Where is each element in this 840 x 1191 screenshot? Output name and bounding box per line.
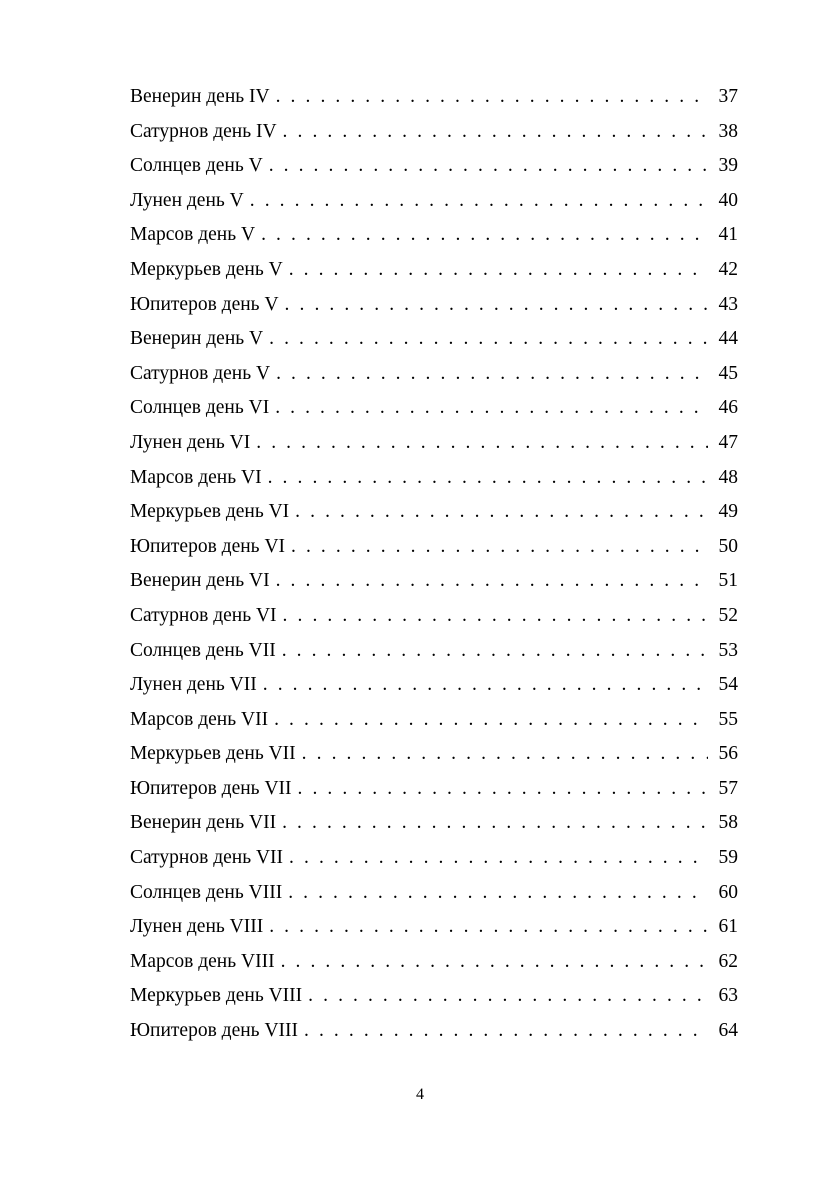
dot-leader [269, 149, 708, 184]
toc-entry[interactable] [130, 461, 738, 496]
toc-entry-page-number: 43 [718, 293, 738, 315]
toc-entry[interactable] [130, 668, 738, 703]
toc-entry-page-number: 57 [718, 777, 738, 799]
toc-entry-title: Сатурнов день VI [130, 604, 277, 626]
dot-leader [295, 495, 708, 530]
dot-leader [308, 979, 708, 1014]
toc-entry[interactable] [130, 357, 738, 392]
toc-entry-page-number: 38 [718, 120, 738, 142]
toc-entry-page-number: 63 [718, 985, 738, 1007]
toc-entry-title: Венерин день VI [130, 570, 270, 592]
toc-entry[interactable] [130, 253, 738, 288]
toc-entry-page-number: 37 [718, 86, 738, 107]
toc-entry-title: Солнцев день VII [130, 639, 276, 661]
toc-entry-page-number: 42 [718, 258, 738, 280]
toc-entry-page-number: 40 [718, 189, 738, 211]
toc-entry-page-number: 45 [718, 362, 738, 384]
toc-entry-title: Марсов день V [130, 224, 256, 246]
toc-entry[interactable] [130, 530, 738, 565]
toc-entry-title: Марсов день VIII [130, 950, 275, 972]
dot-leader [276, 80, 708, 115]
dot-leader [281, 945, 708, 980]
toc-entry-page-number: 53 [718, 639, 738, 661]
dot-leader [302, 737, 708, 772]
toc-entry-page-number: 59 [718, 847, 738, 869]
toc-entry-page-number: 58 [718, 812, 738, 834]
toc-entry-title: Юпитеров день VII [130, 777, 292, 799]
toc-entry-title: Юпитеров день VIII [130, 1020, 299, 1042]
toc-entry-title: Лунен день V [130, 189, 244, 211]
toc-entry[interactable] [130, 876, 738, 911]
toc-entry-title: Лунен день VIII [130, 916, 264, 938]
toc-entry[interactable] [130, 1014, 738, 1049]
toc-entry-title: Сатурнов день IV [130, 120, 277, 142]
dot-leader [274, 703, 708, 738]
toc-entry[interactable] [130, 115, 738, 150]
dot-leader [269, 910, 708, 945]
toc-entry[interactable] [130, 322, 738, 357]
toc-entry-title: Сатурнов день V [130, 362, 271, 384]
toc-entry[interactable] [130, 184, 738, 219]
toc-entry-page-number: 64 [718, 1020, 738, 1042]
toc-entry[interactable] [130, 945, 738, 980]
dot-leader [282, 634, 708, 669]
toc-entry-title: Лунен день VI [130, 431, 251, 453]
dot-leader [283, 115, 708, 150]
toc-entry-page-number: 55 [718, 708, 738, 730]
toc-entry[interactable] [130, 634, 738, 669]
toc-entry-title: Юпитеров день V [130, 293, 279, 315]
page-number: 4 [416, 1086, 424, 1103]
dot-leader [276, 564, 708, 599]
toc-entry[interactable] [130, 772, 738, 807]
dot-leader [283, 599, 708, 634]
toc-entry-title: Венерин день V [130, 328, 264, 350]
dot-leader [269, 322, 708, 357]
dot-leader [250, 184, 708, 219]
toc-entry-page-number: 48 [718, 466, 738, 488]
toc-entry-page-number: 54 [718, 674, 738, 696]
dot-leader [288, 876, 708, 911]
dot-leader [289, 253, 708, 288]
toc-entry-page-number: 60 [718, 881, 738, 903]
toc-entry[interactable] [130, 599, 738, 634]
toc-entry-page-number: 44 [718, 328, 738, 350]
dot-leader [256, 426, 708, 461]
toc-entry-title: Солнцев день VI [130, 397, 270, 419]
dot-leader [261, 218, 708, 253]
dot-leader [282, 806, 708, 841]
dot-leader [291, 530, 708, 565]
toc-entry-title: Меркурьев день VIII [130, 985, 303, 1007]
toc-entry-page-number: 61 [718, 916, 738, 938]
toc-entry-title: Меркурьев день VI [130, 501, 290, 523]
toc-entry[interactable] [130, 910, 738, 945]
toc-entry[interactable] [130, 564, 738, 599]
toc-entry[interactable] [130, 426, 738, 461]
toc-entry-title: Марсов день VI [130, 466, 262, 488]
toc-entry-page-number: 47 [718, 431, 738, 453]
toc-entry[interactable] [130, 80, 738, 115]
toc-entry[interactable] [130, 737, 738, 772]
toc-entry-page-number: 50 [718, 535, 738, 557]
toc-entry[interactable] [130, 979, 738, 1014]
toc-entry[interactable] [130, 149, 738, 184]
toc-entry-page-number: 62 [718, 950, 738, 972]
dot-leader [276, 357, 708, 392]
table-of-contents [130, 80, 738, 1049]
toc-entry[interactable] [130, 218, 738, 253]
toc-entry-page-number: 39 [718, 155, 738, 177]
dot-leader [268, 461, 708, 496]
toc-entry[interactable] [130, 841, 738, 876]
toc-entry[interactable] [130, 703, 738, 738]
toc-entry-page-number: 52 [718, 604, 738, 626]
dot-leader [289, 841, 708, 876]
dot-leader [285, 288, 708, 323]
toc-entry-page-number: 51 [718, 570, 738, 592]
toc-entry-title: Марсов день VII [130, 708, 269, 730]
toc-entry-title: Солнцев день V [130, 155, 263, 177]
toc-entry[interactable] [130, 806, 738, 841]
dot-leader [263, 668, 708, 703]
dot-leader [275, 391, 708, 426]
toc-entry-page-number: 46 [718, 397, 738, 419]
dot-leader [298, 772, 708, 807]
toc-entry-page-number: 49 [718, 501, 738, 523]
toc-entry-title: Сатурнов день VII [130, 847, 284, 869]
toc-entry-title: Меркурьев день VII [130, 743, 296, 765]
dot-leader [304, 1014, 708, 1049]
toc-entry-title: Юпитеров день VI [130, 535, 286, 557]
toc-entry-title: Венерин день IV [130, 86, 270, 107]
toc-entry[interactable] [130, 391, 738, 426]
toc-entry-title: Венерин день VII [130, 812, 277, 834]
toc-entry[interactable] [130, 495, 738, 530]
toc-entry[interactable] [130, 288, 738, 323]
toc-entry-title: Солнцев день VIII [130, 881, 283, 903]
toc-entry-title: Лунен день VII [130, 674, 257, 696]
toc-entry-title: Меркурьев день V [130, 258, 283, 280]
toc-entry-page-number: 41 [718, 224, 738, 246]
toc-entry-page-number: 56 [718, 743, 738, 765]
